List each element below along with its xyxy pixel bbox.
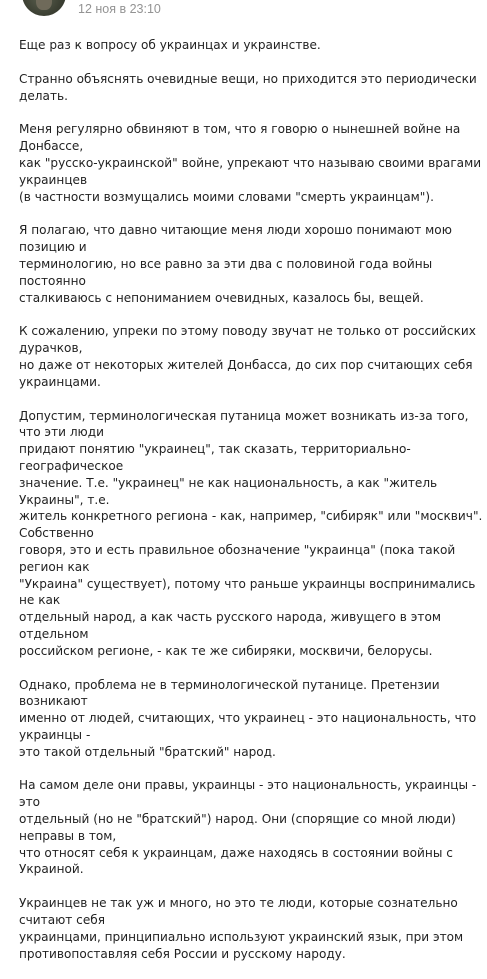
post-timestamp[interactable]: 12 ноя в 23:10 [78,2,161,16]
post-header [0,0,487,22]
post-paragraph: Допустим, терминологическая путаница может возникать из-за того, что эти люди придают понятию "украинец", так сказать, территориально-географическое значение. Т.е. "украинец" не как национальность, а как "житель Украины", т.е. житель конкретного региона - как, например, "сибиряк" или "москвич". Собственно говоря, это и есть правильное обозначение "украинца" (пока такой регион как "Украина" существует), потому что раньше украинцы воспринимались не как отдельный народ, а как часть русского народа, живущего в этом отдельном российском регионе, - как те же сибиряки, москвичи, белорусы. [19,408,483,658]
post-body [19,37,484,979]
post-paragraph: На самом деле они правы, украинцы - это национальность, украинцы - это отдельный (но не "братский") народ. Они (спорящие со мной люди) неправы в том, что относят себя к украинцам, даже находясь в состоянии войны с Украиной. [19,778,477,877]
post-paragraph: К сожалению, упреки по этому поводу звучат не только от российских дурачков, но даже от некоторых жителей Донбасса, до сих пор считающих себя украинцами. [19,324,476,389]
post-paragraph: Украинцев не так уж и много, но это те люди, которые сознательно считают себя украинцами, принципиально используют украинский язык, при этом противопоставляя себя России и русскому народу. [19,896,464,961]
post-paragraph: Однако, проблема не в терминологической путанице. Претензии возникают именно от людей, считающих, что украинец - это национальность, что украинцы - это такой отдельный "братский" народ. [19,677,477,759]
post-paragraph: Еще раз к вопросу об украинцах и украинстве. [19,38,321,52]
post-paragraph: Странно объяснять очевидные вещи, но приходится это периодически делать. [19,71,477,103]
post-paragraph: Меня регулярно обвиняют в том, что я говорю о нынешней войне на Донбассе, как "русско-украинской" войне, упрекают что называю своими врагами украинцев (в частности возмущались моими словами "смерть украинцам"). [19,122,482,204]
post-paragraph: Я полагаю, что давно читающие меня люди хорошо понимают мою позицию и терминологию, но все равно за эти два с половиной года войны постоянно сталкиваюсь с непониманием очевидных, казалось бы, вещей. [19,223,452,305]
author-avatar[interactable] [22,0,66,16]
